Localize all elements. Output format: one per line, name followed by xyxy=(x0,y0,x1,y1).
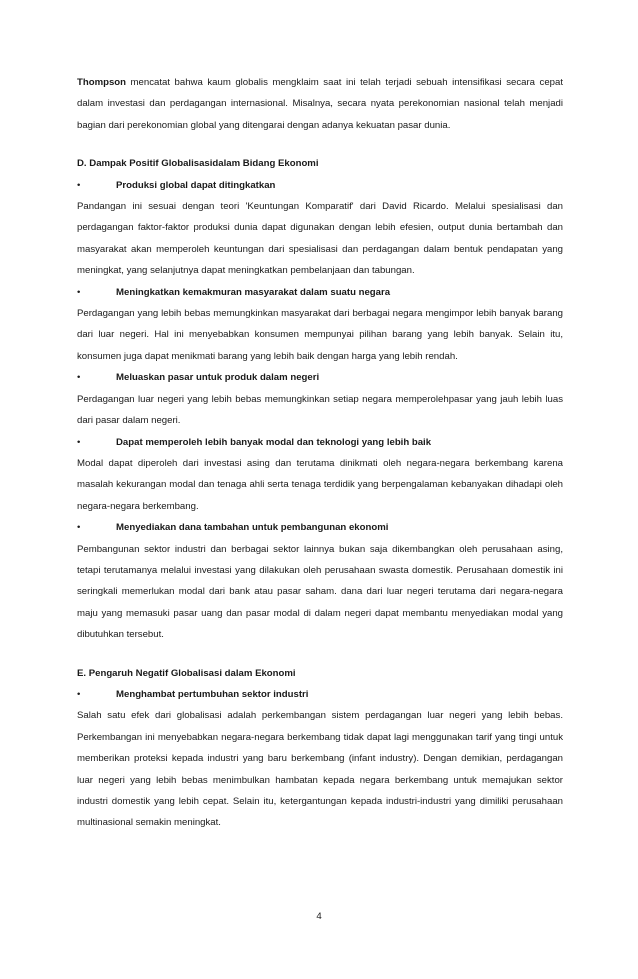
bullet-item xyxy=(77,282,563,303)
section-d-heading: D. Dampak Positif Globalisasidalam Bidang Ekonomi xyxy=(77,158,319,170)
bullet-item xyxy=(77,175,563,196)
bullet-item xyxy=(77,684,563,705)
intro-text: mencatat bahwa kaum globalis mengklaim saat ini telah terjadi sebuah intensifikasi secara cepat dalam investasi dan perdagangan internasional. Misalnya, secara nyata perekonomian nasional telah menjadi bagian dari perekonomian global yang ditengarai dengan adanya kekuatan pasar dunia. xyxy=(77,77,563,131)
bullet-label: Dapat memperoleh lebih banyak modal dan teknologi yang lebih baik xyxy=(116,436,432,448)
body-paragraph: Modal dapat diperoleh dari investasi asing dan terutama dinikmati oleh negara-negara berkembang karena masalah kekurangan modal dan tenaga ahli serta tenaga terdidik yang berpengalaman kebanyakan dihadapi oleh negara-negara berkembang. xyxy=(77,457,563,512)
intro-lead: Thompson xyxy=(77,77,127,88)
bullet-item xyxy=(77,367,563,388)
bullet-item xyxy=(77,517,563,538)
bullet-label: Menyediakan dana tambahan untuk pembangunan ekonomi xyxy=(116,522,389,534)
body-paragraph: Perdagangan yang lebih bebas memungkinkan masyarakat dari berbagai negara mengimpor lebih banyak barang dari luar negeri. Hal ini menyebabkan konsumen mempunyai pilihan barang yang lebih banyak. Selain itu, konsumen juga dapat menikmati barang yang lebih baik dengan harga yang lebih rendah. xyxy=(77,308,563,362)
bullet-label: Meningkatkan kemakmuran masyarakat dalam suatu negara xyxy=(116,286,391,298)
intro-paragraph xyxy=(77,72,563,136)
bullet-dot: • xyxy=(77,436,81,448)
bullet-label: Menghambat pertumbuhan sektor industri xyxy=(116,688,309,700)
body-paragraph: Perdagangan luar negeri yang lebih bebas memungkinkan setiap negara memperolehpasar yang jauh lebih luas dari pasar dalam negeri. xyxy=(77,393,563,427)
bullet-label: Meluaskan pasar untuk produk dalam negeri xyxy=(116,372,320,384)
bullet-dot: • xyxy=(77,372,81,384)
bullet-dot: • xyxy=(77,286,81,298)
bullet-dot: • xyxy=(77,688,81,700)
body-paragraph: Pandangan ini sesuai dengan teori 'Keuntungan Komparatif' dari David Ricardo. Melalui spesialisasi dan perdagangan faktor-faktor produksi dunia dapat digunakan dengan lebih efesien, output dunia bertambah dan masyarakat akan memperoleh keuntungan dari spesialisasi dan perdagangan dalam bentuk pendapatan yang meningkat, yang selanjutnya dapat meningkatkan pembelanjaan dan tabungan. xyxy=(77,201,563,277)
bullet-dot: • xyxy=(77,522,81,534)
page-content xyxy=(77,72,563,834)
bullet-dot: • xyxy=(77,179,81,191)
page-number: 4 xyxy=(316,911,322,922)
bullet-label: Produksi global dapat ditingkatkan xyxy=(116,179,276,191)
body-paragraph: Salah satu efek dari globalisasi adalah perkembangan sistem perdagangan luar negeri yang lebih bebas. Perkembangan ini menyebabkan negara-negara berkembang tidak dapat lagi menggunakan tarif yang tingi untuk memberikan proteksi kepada industri yang baru berkembang (infant industry). Dengan demikian, perdagangan luar negeri yang lebih bebas menimbulkan hambatan kepada negara berkembang untuk memajukan sektor industri domestik yang lebih cepat. Selain itu, ketergantungan kepada industri-industri yang dimiliki perusahaan multinasional semakin meningkat. xyxy=(77,710,563,829)
body-paragraph: Pembangunan sektor industri dan berbagai sektor lainnya bukan saja dikembangkan oleh perusahaan asing, tetapi terutamanya melalui investasi yang dilakukan oleh perusahaan swasta domestik. Perusahaan domestik ini seringkali memerlukan modal dari bank atau pasar saham. dana dari luar negeri terutama dari negara-negara maju yang memasuki pasar uang dan pasar modal di dalam negeri dapat membantu menyediakan modal yang dibutuhkan tersebut. xyxy=(77,543,563,641)
section-e-heading: E. Pengaruh Negatif Globalisasi dalam Ekonomi xyxy=(77,667,296,679)
bullet-item xyxy=(77,432,563,453)
